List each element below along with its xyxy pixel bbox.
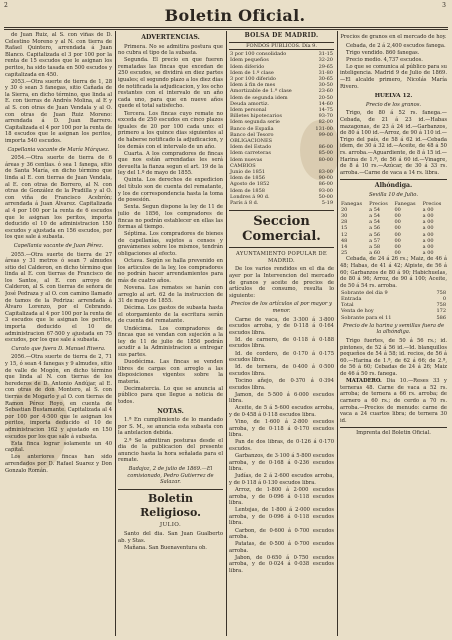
table-cell: 00 [394, 243, 401, 250]
fund-name: 3 por 100 diferido [230, 76, 276, 82]
section-rule [340, 179, 447, 180]
paragraph: Los anteriores fincas han sido arrendados por D. Rafael Suarez y Don Gonzalo Román. [5, 454, 112, 474]
fund-name: Agosto de 1852 [230, 181, 270, 188]
section-title: Seccion Comercial. [242, 214, 321, 245]
paragraph: Novena. Los remates se harán con arreglo al art. 62 de la instruccion de 31 de mayo de 1855. [118, 284, 223, 305]
fund-value: 5-19 [321, 200, 333, 207]
fund-value: 29-65 [318, 63, 333, 70]
paragraph: 2053.—Otra suerte de tierra de 1, 28 y 30 ó sean 3 fanegas, sitio Cañada de la Sierra, en dicho término, que linda al E. con tierras de Andrés Molina, al E y al S. con otras de Juan Vendala y al O. con otras de Juan Ruiz Moreno: arrendada á D. Juan Barrero. Capitalizada el 4 por 100 por la renta de 18 escudos que le asignan los peritos, importa 540 escudos. [5, 78, 112, 144]
table-cell: 48 [341, 237, 348, 244]
fund-value: 86-00 [318, 144, 333, 151]
column-4 [340, 32, 447, 636]
fund-name: Idem del Estado [230, 144, 272, 151]
price-item: Id. de cordero, de 0·170 á 0·175 escudos libra. [229, 350, 334, 364]
table-cell: 00 [394, 206, 401, 213]
fund-name: Banco del Tesoro [230, 131, 274, 138]
price-item: Id. de carnero, de 0·118 á 0·188 escudos libra. [229, 336, 334, 350]
table-cell: a 00 [422, 225, 434, 232]
fund-value: 131-00 [315, 125, 333, 132]
fund-name: Amortizable de 1.ª clase [230, 88, 292, 95]
section-rule [229, 247, 334, 248]
fund-value: 99-00 [318, 131, 333, 138]
summary-table [340, 290, 447, 321]
price-item: Judías, de 2 á 2·600 escudos arroba, y de 0·118 á 0·130 escudos libra. [229, 473, 334, 486]
table-cell: a 00 [422, 206, 434, 213]
table-header: Precios [369, 200, 388, 207]
table-cell: a 00 [422, 237, 434, 244]
fund-name: Idem á fin de mes [230, 82, 276, 89]
fund-name: Junio de 1851 [230, 169, 266, 176]
header-rule [4, 27, 448, 28]
summary-value: 758 [436, 289, 446, 296]
price-item: Aceite, de 5 á 5·600 escudos arroba, y de 0·458 á 0·118 escudos libra. [229, 405, 334, 418]
matadero-text: Dia 10.—Reses 33 y terneras 48. Carne de vaca a 52 rs. arroba; de ternera a 66 rs. arroba; de carnero a 60 rs.; de cerdo a 70 rs. arroba.—Precios de menudo: carne de vaca a 24 cuartos libra; de ternera 30 id. [340, 378, 447, 424]
fund-value: 93-70 [318, 113, 333, 120]
column-divider [226, 31, 227, 636]
matadero-heading: MATADERO. [346, 378, 382, 385]
table-cell: a 00 [422, 212, 434, 219]
subheading: Capellania vacante de María Márquez. [7, 146, 110, 153]
fund-value: 30-65 [318, 76, 333, 82]
fund-value: 85-00 [318, 150, 333, 157]
subheading: Curato que fuera D. Manuel Rivera. [11, 345, 106, 352]
table-cell: 00 [394, 212, 401, 219]
table-cell: 00 [394, 237, 401, 244]
table-row [229, 95, 334, 101]
summary-label: Total [341, 302, 354, 309]
fund-name: CAMBIOS [230, 162, 256, 169]
fund-name: Billetes hipotecarios [230, 113, 282, 120]
table-cell: a 60 [369, 250, 381, 257]
price-item: Carbon, de 0·600 á 0·700 escudos arroba. [229, 527, 334, 541]
fund-value: 80-00 [318, 156, 333, 163]
price-item: Garbanzos, de 3·100 á 5·800 escudos arroba, y de 0·168 á 0·236 escudos libra. [229, 452, 334, 473]
summary-label: Sobrante del dia 9 [341, 289, 388, 296]
price-item: Vino, de 1·600 á 2·800 escudos arroba, y de 0·118 á 0·170 escudos libra. [229, 419, 334, 439]
fund-name: Idem personal [230, 107, 267, 114]
table-cell: 12 [341, 231, 348, 238]
fund-name: París á 8 d. [230, 200, 259, 207]
fund-value: 20-50 [318, 94, 333, 101]
bolsa-subheading: FONDOS PÚBLICOS. Día 9. [229, 42, 334, 51]
fund-name: Idem de segunda idem [230, 94, 288, 101]
summary-label: Sobrante para el 11 [341, 314, 392, 321]
paragraph: Esta finca lograr solamente un 40 capital. [5, 440, 112, 454]
paragraph: Cuarta. A los compradores de fincas que nos están arrendadas les será devuelta la fianza segun el art. 19 de la ley del 1.º de mayo de 1855. [118, 150, 223, 177]
table-cell: a 00 [422, 243, 434, 250]
price-item: Jabon, de 0·650 á 0·750 escudos arroba, y de 0·024 á 0·038 escudos libra. [229, 554, 334, 575]
paragraph: Lo que se comunica al público para su inteligencia. Madrid 9 de Julio de 1869.—El alcalde primero, Nicolás María Rivero. [340, 63, 447, 90]
paragraph: 2056.—Otra suerte de tierra de 2, 71 y 15, ó sean 4 fanegas y 9 almudes, sitio de valle de Mogón, en dicho término que linda al N. con tierras de los herederos de D. Antonio Andújar, al E. con otras de don Montero, al S. con tierras de Mogarlo y al O. con tierras de Ramon Pérez Royo, en cuenta de Sebastian Bustamante. Capitalizada al 4 por 100 por 4·500 que le asignan los peritos, importa deducido el 10 de administracion 162 y ajustado en 150 escudos por los que sale á subasta. [5, 354, 112, 440]
alhondiga-date: Sevilla 10 de Julio. [369, 191, 418, 198]
table-cell: a 00 [422, 219, 434, 226]
table-cell: 00 [394, 231, 401, 238]
paragraph: Trigo, de 80 á 52 rs. fanega.—Cebada, de 21 á 23 id.—Habas mazagonas, de 23 á 24 id.—Garbanzos, de 80 á 100 id.—Arroz, de 90 á 110 id.—Trigo del país, de 58 á 62 id.—Cebada idem, de 30 á 32 id.—Aceite, de 48 á 50 rs. arroba.—Aguardiente, de 8 á 15 id.—Harina de 1.ª, de 56 á 60 id.—Vinagre, de 8 á 10 rs.—Azúcar, de 30 á 33 rs. arroba.—Carne de vaca a 14 rs. libra. [340, 110, 447, 176]
paragraph: Cebada, de 2 á 2,400 escudos fanega. [346, 42, 446, 49]
table-cell: a 56 [369, 231, 381, 238]
paragraph: 2055.—Otra suerte de tierra de 27 áreas y 31 metros ó sean 7 almudes sitio del Calderon, en dicho término que linda al E. con tierras de Francisco de los Santos, al E. con arroyo de Calderon, al S. con tierras de señora de José Pedraza y al O. con camino llamado de tamos de la Pedriza: arrendada á Álvaro Lorenzo, por el Cebrando. Capitalizada al 4 por 100 por la renta de 3 escudos que le asignan los peritos, importa deducido el 10 de administracion 67·500 y ajustada en 75 escudos, por los que sale á subasta. [5, 251, 112, 344]
price-item: Lentejas, de 1·800 á 2·000 escudos arroba, y de 0·096 á 0·118 escudos libra. [229, 507, 334, 527]
fund-value: 31-15 [318, 51, 333, 58]
paragraph: Decimatercia. Lo que se anuncia al público para que llegue a noticia de todos. [118, 385, 223, 406]
paragraph: Precio medio. 4,737 escudos. [346, 56, 423, 63]
alhondiga-table [340, 201, 447, 257]
price-item: Patatas, de 0·500 á 0·700 escudos arroba. [229, 541, 334, 554]
table-cell: a 54 [369, 219, 381, 226]
summary-value: 0 [442, 296, 446, 303]
fund-value: 14-75 [318, 107, 333, 114]
table-cell: 30 [341, 212, 348, 219]
fund-name: 3 por 100 consolidado [230, 51, 287, 58]
saint-line: Santo del dia. San Juan Gualberto ab. y Stas. [118, 531, 223, 544]
paragraph: Segunda. El precio en que fueren rematadas las fincas que excedan de 250 escudos, se dividirá en diez partes iguales; el segundo plazo a los diez dias de notificada la adjudicacion, y los ocho restantes con el intervalo de un año cada uno, para que en nueve años quede el total satisfecho. [118, 57, 223, 110]
column-2 [118, 32, 223, 636]
section-rule [118, 489, 223, 490]
huelva-heading: HUELVA 12. [374, 93, 413, 100]
price-item: Tocino añejo, de 0·370 á 0·394 escudos libra. [229, 377, 334, 391]
bolsa-heading: BOLSA DE MADRID. [244, 32, 319, 39]
table-cell: a 58 [369, 243, 381, 250]
table-cell: a 00 [422, 231, 434, 238]
fund-name: Idem segunda serie [230, 119, 280, 126]
paragraph: De los varios rendidos en el dia de ayer por la Intervencion del mercado de granos y aceite de precios de artículos de consumo, resulta lo siguiente: [229, 266, 334, 299]
summary-value: 758 [436, 302, 446, 309]
fund-name: Deuda amortiz. [230, 100, 269, 107]
fund-value: 93-00 [318, 187, 333, 194]
table-cell: 00 [394, 250, 401, 257]
paragraph: Octava. Según se halla prevenido en los articulos de la ley, los compradores no podrán hacer arrendamientos para más de cuatro años. [118, 258, 223, 284]
page-number-left: 2 [4, 2, 8, 9]
paragraph: Décima. Los gastos de subasta hasta el otorgamiento de la escritura serán de cuenta del rematante. [118, 305, 223, 325]
market-heading: Precios de granos en el mercado de hoy. [340, 34, 447, 40]
subheading: Capellania vacante de Juan Pérez. [13, 242, 104, 249]
summary-value: 172 [436, 308, 446, 315]
fund-value: 90-00 [318, 175, 333, 182]
table-header: Fanegas [341, 200, 363, 207]
month-label: JULIO. [159, 521, 182, 528]
precios-heading: Precios de los artículos al por mayor y menor. [231, 301, 332, 315]
fund-value: 14-60 [318, 100, 333, 107]
fund-value: 31-80 [318, 69, 333, 76]
paragraph: Sexta. Segun dispone la ley de 11 de julio de 1856, los compradores de fincas no podrán establecer en ellas las formas al tiempo. [118, 204, 223, 231]
paragraph: Undécima. Los compradores de fincas que se vendan con sujeción a la ley de 11 de julio de 1856 podrán acudir a la Administracion a entregar sus partes. [118, 325, 223, 358]
price-item: Carne de vaca, de 3·300 á 3·800 escudos arroba, y de 0·118 á 0·164 escudos libra. [229, 316, 334, 336]
section-rule [340, 427, 447, 428]
fund-name: Idem diferido [230, 63, 265, 70]
fund-value: 50-00 [318, 193, 333, 200]
table-cell: 15 [341, 225, 348, 232]
paragraph: Trigo vendido. 860 fanegas. [346, 49, 420, 56]
table-cell: a 54 [369, 206, 381, 213]
fund-name: Idem carreteras [230, 150, 271, 157]
table-cell: 20 [341, 206, 348, 213]
paragraph: Séptima. Los compradores de bienes de capellanías, sujetos a censos y gravámenes sobre los mismos, tendrán obligaciones al efecto. [118, 231, 223, 257]
fund-name: Idem de 1.º clase [230, 69, 274, 76]
paragraph [340, 378, 447, 424]
table-cell: 00 [394, 225, 401, 232]
table-cell: 14 [341, 243, 348, 250]
summary-label: Entrada [341, 296, 362, 303]
price-item: Id. de ternera, de 0·400 á 0·500 escudos libra. [229, 364, 334, 377]
fund-name: OBLIGACIONES [230, 138, 273, 145]
signature: Badajoz, 2 de julio de 1869.—El comisionado, Pedro Gutierrez de Salazar. [127, 465, 214, 486]
page-title: Boletin Oficial. [164, 6, 306, 25]
alhondiga-heading: Alhóndiga. [374, 182, 413, 190]
table-row [229, 200, 334, 206]
fund-name: Idem nuevas [230, 156, 263, 163]
fund-value: 23-60 [318, 88, 333, 95]
fund-value: 82-00 [318, 119, 333, 126]
table-cell: a 57 [369, 237, 381, 244]
fund-value: 83-00 [318, 169, 333, 176]
section-rule [229, 210, 334, 211]
price-item: Arroz, de 1·800 á 2·000 escudos arroba, y de 0·096 á 0·118 escudos libra. [229, 486, 334, 507]
notas-heading: NOTAS. [157, 407, 184, 415]
paragraph: Trigo fuertes, de 50 á 56 rs.; id. pintones, de 52 á 56 id.—Id. blanquillos pequeños de 54 á 58; id. recios, de 56 á 60.—Harina de 1.ª, de 62 á 66; de 2.ª, de 56 á 60; Cebadas de 24 á 26; Maiz de 46 á 50 rs. fanega. [340, 338, 447, 378]
religious-bulletin-title: Boletin Religioso. [140, 491, 201, 519]
table-cell: 28 [341, 219, 348, 226]
price-list [229, 317, 334, 575]
fund-name: Idem pequeños [230, 57, 269, 64]
saint-line: Mañana. San Buenaventura ob. [124, 544, 207, 551]
bolsa-table [229, 51, 334, 206]
paragraph: Duodécima. Las fincas se venden libres de cargas con arreglo a las disposiciones vigentes sobre la materia. [118, 359, 223, 385]
harina-heading: Precio de la harina y semillas fuera de la alhóndiga. [342, 322, 445, 336]
price-item: Pan de dos libras, de 0·126 á 0·170 escudos. [229, 439, 334, 452]
fund-value: 86-00 [318, 181, 333, 188]
header-rule-thin [4, 29, 448, 30]
paragraph: Primera. No se admitira postura que no cubra el tipo de la subasta. [118, 43, 223, 57]
fund-name: Banco de España [230, 125, 274, 132]
fund-value: 30-50 [318, 82, 333, 89]
page-number-right: 3 [442, 2, 446, 9]
table-header: Precios [422, 200, 442, 207]
table-cell: a 00 [422, 250, 434, 257]
note: 1.ª En cumplimiento de lo mandado por S. M., se anuncia esta subasta con la antelacion debida. [118, 417, 223, 437]
huelva-subheading: Precio de los granos. [365, 101, 422, 108]
fund-name: Idem de 1856 [230, 175, 265, 182]
ayuntamiento-heading: AYUNTAMIENTO POPULAR DE MADRID. [236, 251, 327, 264]
paragraph: de Juan Ruiz, al S. con viñas de D. Celestino Moreno y al N. con tierra de Rafael Quintero, arrendada á Juan Blanco. Capitalizada el 3 por 100 por la renta de 15 escudos que le asignan los peritos, ha sido tasada en 500 escudos y capitalizada en 450. [5, 32, 112, 78]
note: 2.ª Se admitiran posturas desde el dia de la publicacion del presente anuncio hasta la hora señalada para el remate. [118, 437, 223, 464]
summary-label: Venta de hoy [341, 308, 374, 315]
paragraph: Tercera. Los fincas cuyo remate no exceda de 250 escudos en cinco plazos iguales de 20 por 100 cada uno: el primero a los quince dias siguientes al de haberse notificado la adjudicacion, y los demás con el intervalo de un año. [118, 110, 223, 150]
paragraph: Quinta. Los derechos de expedicion del título son de cuenta del rematante, y los de correspondencia hasta la toma de posesión. [118, 177, 223, 204]
table-cell: 25 [341, 250, 348, 257]
column-3 [229, 32, 334, 636]
table-header: Fanegas [394, 200, 416, 207]
table-cell: a 56 [369, 225, 381, 232]
column-divider [115, 31, 116, 636]
paragraph: Cebada, de 24 á 26 rs.; Maiz, de 46 á 48; Habas, de 41 á 42; Alpiste, de 56 á 60; Garbanzos de 80 á 90; Habichuelas, de 80 á 96; Arroz, de 90 á 100; Aceite, de 50 á 54 rs. arroba. [340, 256, 447, 289]
paragraph: 2054.—Otra suerte de tierra de 6 áreas y 36 centias. ó sea 1 fanega, sitio de Santa María, en dicho término que linda al E. con tierras de Juan Vendala, al E. con otras de Borrero, al N. con otras de González de la Pradilla y al O. con viña de Francisco Acebrón; arrendada á Juan Álvarez. Capitalizada al 4 por 100 por la renta de 6 escudos que le asignan los peritos, importa deducido el 10 de administracion 150 escudos y ajustada en 156 escudos, por los que sale á subasta. [5, 155, 112, 241]
fund-value: 32-20 [318, 57, 333, 64]
price-item: Jamon, de 5·500 á 6·000 escudos libra. [229, 391, 334, 405]
imprenta-line: Imprenta del Boletin Oficial. [356, 430, 431, 437]
table-row [229, 88, 334, 94]
summary-row [340, 315, 447, 321]
summary-value: 586 [436, 314, 446, 321]
table-cell: a 54 [369, 212, 381, 219]
fund-name: Londres á 90 d. [230, 193, 270, 200]
column-1 [5, 32, 112, 636]
fund-name: Idem de 1858 [230, 187, 265, 194]
table-cell: 00 [394, 219, 401, 226]
column-divider [337, 31, 338, 636]
advertencias-heading: ADVERTENCIAS. [141, 34, 200, 41]
